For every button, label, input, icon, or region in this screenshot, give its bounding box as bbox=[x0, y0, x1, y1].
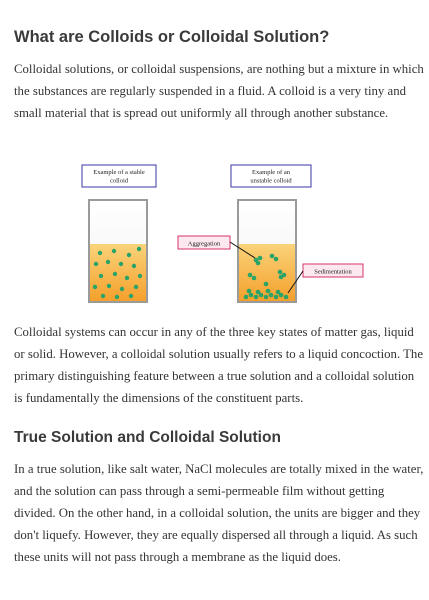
stable-colloid-beaker bbox=[89, 200, 147, 302]
svg-text:unstable colloid: unstable colloid bbox=[250, 177, 292, 185]
intro-paragraph: Colloidal solutions, or colloidal suspensions, are nothing but a mixture in which the substances are regularly suspended in a fluid. A colloid is a very tiny and small material that is spread out uniformly all through another substance. bbox=[14, 62, 424, 120]
svg-text:Example of a stable: Example of a stable bbox=[93, 169, 145, 176]
true-solution-paragraph: In a true solution, like salt water, NaCl molecules are totally mixed in the water, and the solution can pass through a semi-permeable film without getting divided. On the other hand, in a colloidal solution, the units are bigger and they don't liquefy. However, they are equally dispersed all through a liquid. As such these units will not pass through a membrane as the liquid does. bbox=[14, 462, 424, 564]
states-paragraph: Colloidal systems can occur in any of the three key states of matter gas, liquid or solid. However, a colloidal solution usually refers to a liquid concoction. The primary distinguishing feature between a true solution and a colloidal solution is fundamentally the dimensions of the constituent parts. bbox=[14, 325, 424, 405]
svg-text:Sedimentation: Sedimentation bbox=[314, 268, 352, 276]
svg-text:Aggregation: Aggregation bbox=[187, 240, 221, 248]
colloid-figure bbox=[0, 160, 429, 310]
section-heading: What are Colloids or Colloidal Solution? bbox=[14, 28, 330, 46]
svg-text:Example of an: Example of an bbox=[252, 169, 290, 176]
sedimentation-callout bbox=[288, 264, 363, 293]
section-heading-2: True Solution and Colloidal Solution bbox=[14, 429, 281, 446]
unstable-colloid-beaker bbox=[238, 200, 296, 302]
unstable-colloid-label bbox=[231, 165, 311, 187]
stable-colloid-label bbox=[82, 165, 156, 187]
svg-text:colloid: colloid bbox=[109, 177, 129, 185]
